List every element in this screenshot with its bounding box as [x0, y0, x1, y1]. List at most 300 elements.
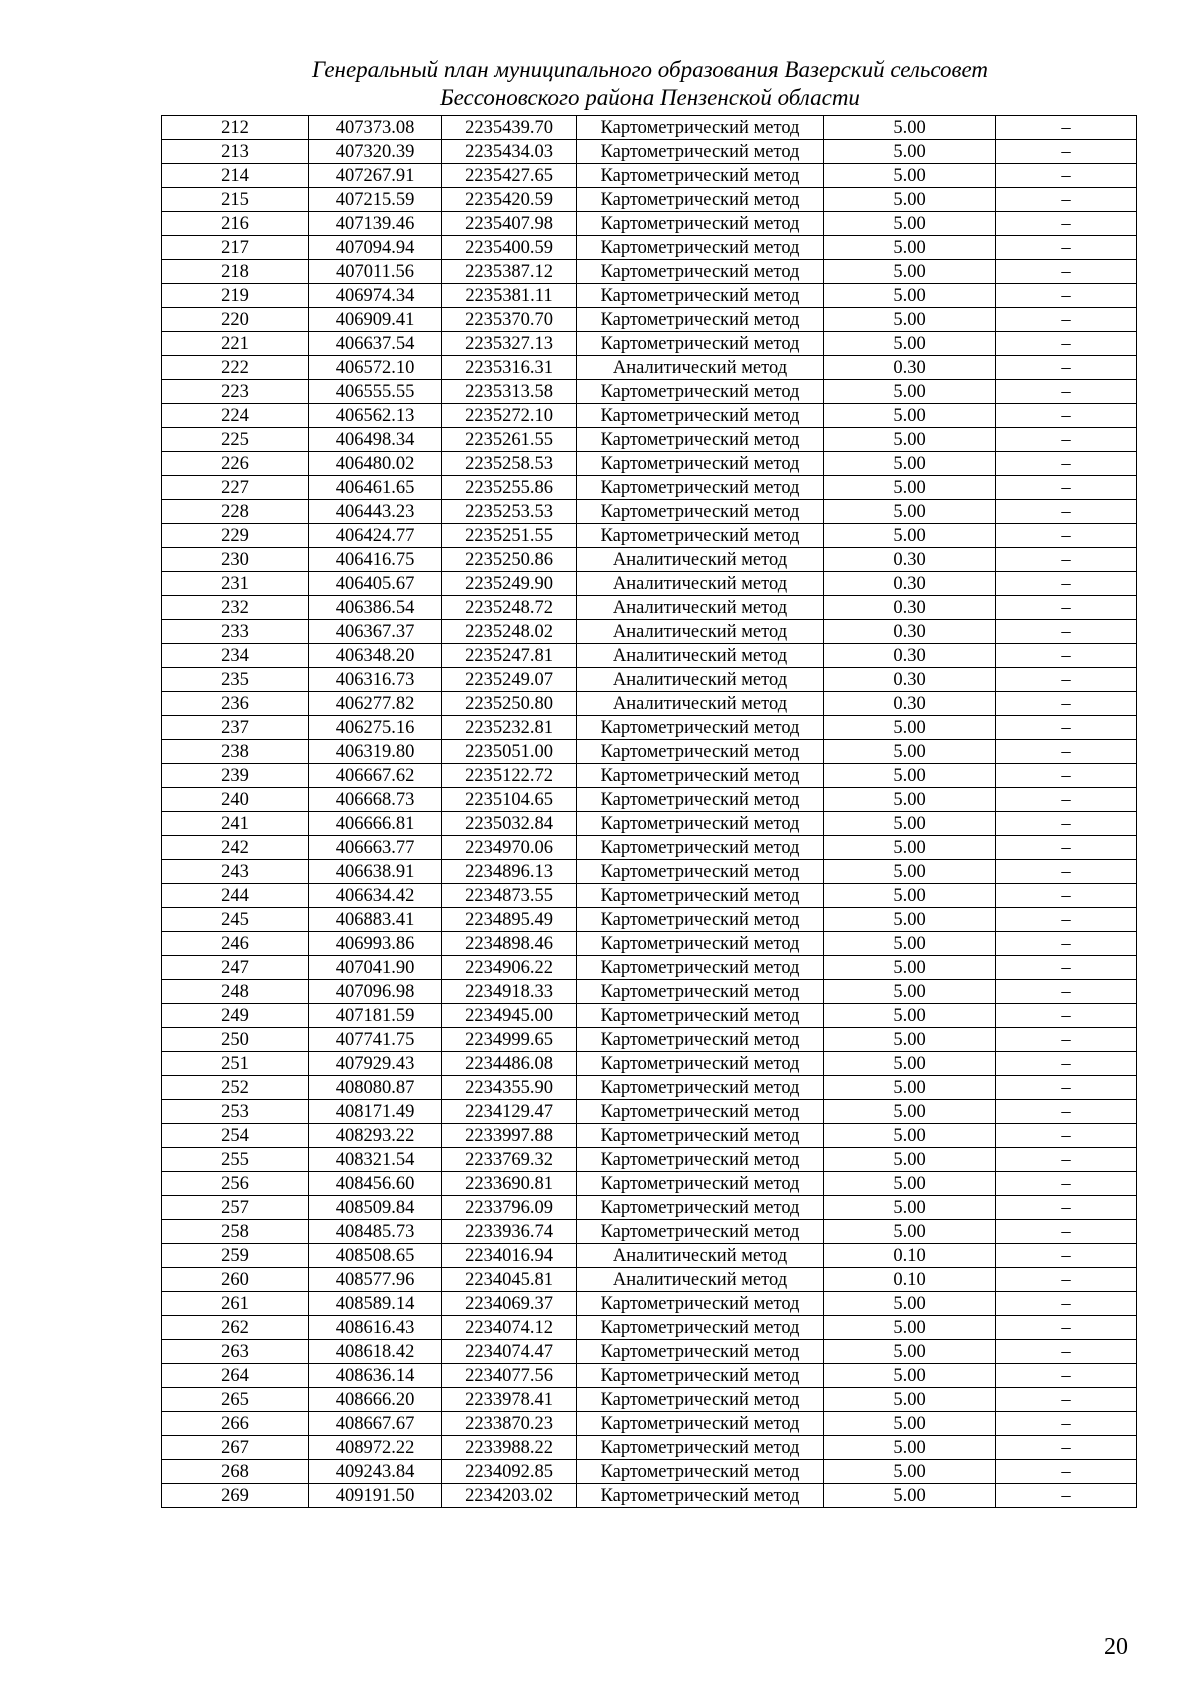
accuracy-cell: 5.00: [824, 1316, 996, 1340]
method-cell: Картометрический метод: [577, 788, 824, 812]
accuracy-cell: 5.00: [824, 1484, 996, 1508]
x-coordinate-cell: 406638.91: [309, 860, 442, 884]
y-coordinate-cell: 2235248.02: [442, 620, 577, 644]
method-cell: Картометрический метод: [577, 284, 824, 308]
description-cell: –: [996, 452, 1137, 476]
description-cell: –: [996, 476, 1137, 500]
description-cell: –: [996, 164, 1137, 188]
x-coordinate-cell: 406668.73: [309, 788, 442, 812]
y-coordinate-cell: 2235032.84: [442, 812, 577, 836]
point-number-cell: 214: [162, 164, 309, 188]
method-cell: Аналитический метод: [577, 692, 824, 716]
point-number-cell: 268: [162, 1460, 309, 1484]
y-coordinate-cell: 2235387.12: [442, 260, 577, 284]
point-number-cell: 224: [162, 404, 309, 428]
accuracy-cell: 5.00: [824, 500, 996, 524]
description-cell: –: [996, 788, 1137, 812]
method-cell: Картометрический метод: [577, 1388, 824, 1412]
method-cell: Картометрический метод: [577, 860, 824, 884]
description-cell: –: [996, 908, 1137, 932]
description-cell: –: [996, 1100, 1137, 1124]
accuracy-cell: 5.00: [824, 1340, 996, 1364]
x-coordinate-cell: 406386.54: [309, 596, 442, 620]
description-cell: –: [996, 1388, 1137, 1412]
y-coordinate-cell: 2234898.46: [442, 932, 577, 956]
description-cell: –: [996, 1268, 1137, 1292]
y-coordinate-cell: 2234918.33: [442, 980, 577, 1004]
table-row: [162, 1052, 1137, 1076]
table-row: [162, 164, 1137, 188]
y-coordinate-cell: 2235247.81: [442, 644, 577, 668]
point-number-cell: 238: [162, 740, 309, 764]
header-line-1: Генеральный план муниципального образования Вазерский сельсовет: [311, 57, 989, 82]
table-row: [162, 1004, 1137, 1028]
accuracy-cell: 0.30: [824, 692, 996, 716]
x-coordinate-cell: 406562.13: [309, 404, 442, 428]
method-cell: Картометрический метод: [577, 1052, 824, 1076]
accuracy-cell: 5.00: [824, 332, 996, 356]
x-coordinate-cell: 407139.46: [309, 212, 442, 236]
accuracy-cell: 5.00: [824, 524, 996, 548]
accuracy-cell: 5.00: [824, 404, 996, 428]
accuracy-cell: 0.10: [824, 1268, 996, 1292]
table-row: [162, 980, 1137, 1004]
table-row: [162, 860, 1137, 884]
x-coordinate-cell: 407094.94: [309, 236, 442, 260]
accuracy-cell: 5.00: [824, 980, 996, 1004]
point-number-cell: 222: [162, 356, 309, 380]
point-number-cell: 218: [162, 260, 309, 284]
method-cell: Картометрический метод: [577, 116, 824, 140]
method-cell: Картометрический метод: [577, 932, 824, 956]
y-coordinate-cell: 2233978.41: [442, 1388, 577, 1412]
accuracy-cell: 5.00: [824, 284, 996, 308]
description-cell: –: [996, 1316, 1137, 1340]
table-row: [162, 452, 1137, 476]
y-coordinate-cell: 2234355.90: [442, 1076, 577, 1100]
accuracy-cell: 5.00: [824, 1292, 996, 1316]
point-number-cell: 230: [162, 548, 309, 572]
point-number-cell: 246: [162, 932, 309, 956]
method-cell: Аналитический метод: [577, 1268, 824, 1292]
y-coordinate-cell: 2234945.00: [442, 1004, 577, 1028]
y-coordinate-cell: 2234896.13: [442, 860, 577, 884]
method-cell: Картометрический метод: [577, 980, 824, 1004]
description-cell: –: [996, 644, 1137, 668]
table-row: [162, 428, 1137, 452]
x-coordinate-cell: 406367.37: [309, 620, 442, 644]
table-row: [162, 740, 1137, 764]
description-cell: –: [996, 740, 1137, 764]
accuracy-cell: 5.00: [824, 260, 996, 284]
description-cell: –: [996, 932, 1137, 956]
header-line-2: Бессоновского района Пензенской области: [440, 85, 860, 110]
x-coordinate-cell: 406634.42: [309, 884, 442, 908]
description-cell: –: [996, 356, 1137, 380]
table-row: [162, 1340, 1137, 1364]
point-number-cell: 252: [162, 1076, 309, 1100]
point-number-cell: 260: [162, 1268, 309, 1292]
table-row: [162, 332, 1137, 356]
table-row: [162, 812, 1137, 836]
y-coordinate-cell: 2234074.47: [442, 1340, 577, 1364]
table-row: [162, 404, 1137, 428]
method-cell: Картометрический метод: [577, 908, 824, 932]
accuracy-cell: 5.00: [824, 812, 996, 836]
method-cell: Картометрический метод: [577, 188, 824, 212]
description-cell: –: [996, 692, 1137, 716]
point-number-cell: 215: [162, 188, 309, 212]
method-cell: Картометрический метод: [577, 380, 824, 404]
accuracy-cell: 5.00: [824, 308, 996, 332]
document-header: [160, 56, 1140, 112]
table-row: [162, 1484, 1137, 1508]
table-row: [162, 188, 1137, 212]
accuracy-cell: 0.30: [824, 644, 996, 668]
accuracy-cell: 5.00: [824, 1100, 996, 1124]
y-coordinate-cell: 2235407.98: [442, 212, 577, 236]
description-cell: –: [996, 380, 1137, 404]
table-row: [162, 356, 1137, 380]
accuracy-cell: 5.00: [824, 764, 996, 788]
description-cell: –: [996, 500, 1137, 524]
description-cell: –: [996, 236, 1137, 260]
table-row: [162, 884, 1137, 908]
y-coordinate-cell: 2235051.00: [442, 740, 577, 764]
description-cell: –: [996, 524, 1137, 548]
method-cell: Картометрический метод: [577, 1172, 824, 1196]
method-cell: Картометрический метод: [577, 740, 824, 764]
y-coordinate-cell: 2234203.02: [442, 1484, 577, 1508]
x-coordinate-cell: 407373.08: [309, 116, 442, 140]
point-number-cell: 217: [162, 236, 309, 260]
y-coordinate-cell: 2235400.59: [442, 236, 577, 260]
point-number-cell: 225: [162, 428, 309, 452]
y-coordinate-cell: 2235439.70: [442, 116, 577, 140]
point-number-cell: 261: [162, 1292, 309, 1316]
x-coordinate-cell: 407096.98: [309, 980, 442, 1004]
table-row: [162, 932, 1137, 956]
accuracy-cell: 0.30: [824, 356, 996, 380]
description-cell: –: [996, 956, 1137, 980]
point-number-cell: 269: [162, 1484, 309, 1508]
y-coordinate-cell: 2235420.59: [442, 188, 577, 212]
method-cell: Картометрический метод: [577, 476, 824, 500]
point-number-cell: 212: [162, 116, 309, 140]
x-coordinate-cell: 406424.77: [309, 524, 442, 548]
description-cell: –: [996, 1196, 1137, 1220]
y-coordinate-cell: 2235249.07: [442, 668, 577, 692]
description-cell: –: [996, 572, 1137, 596]
accuracy-cell: 5.00: [824, 956, 996, 980]
coordinates-table-body: [162, 116, 1137, 1508]
point-number-cell: 244: [162, 884, 309, 908]
point-number-cell: 226: [162, 452, 309, 476]
table-row: [162, 1292, 1137, 1316]
method-cell: Картометрический метод: [577, 260, 824, 284]
point-number-cell: 266: [162, 1412, 309, 1436]
y-coordinate-cell: 2234486.08: [442, 1052, 577, 1076]
x-coordinate-cell: 408616.43: [309, 1316, 442, 1340]
method-cell: Картометрический метод: [577, 452, 824, 476]
accuracy-cell: 5.00: [824, 1028, 996, 1052]
accuracy-cell: 0.30: [824, 620, 996, 644]
point-number-cell: 228: [162, 500, 309, 524]
x-coordinate-cell: 408508.65: [309, 1244, 442, 1268]
table-row: [162, 548, 1137, 572]
accuracy-cell: 0.30: [824, 572, 996, 596]
accuracy-cell: 5.00: [824, 1172, 996, 1196]
description-cell: –: [996, 1004, 1137, 1028]
accuracy-cell: 5.00: [824, 212, 996, 236]
y-coordinate-cell: 2235255.86: [442, 476, 577, 500]
y-coordinate-cell: 2235232.81: [442, 716, 577, 740]
description-cell: –: [996, 620, 1137, 644]
accuracy-cell: 5.00: [824, 788, 996, 812]
method-cell: Аналитический метод: [577, 572, 824, 596]
accuracy-cell: 5.00: [824, 884, 996, 908]
method-cell: Аналитический метод: [577, 596, 824, 620]
y-coordinate-cell: 2233997.88: [442, 1124, 577, 1148]
method-cell: Картометрический метод: [577, 404, 824, 428]
accuracy-cell: 5.00: [824, 932, 996, 956]
point-number-cell: 235: [162, 668, 309, 692]
table-row: [162, 956, 1137, 980]
x-coordinate-cell: 406666.81: [309, 812, 442, 836]
x-coordinate-cell: 408485.73: [309, 1220, 442, 1244]
table-row: [162, 1388, 1137, 1412]
accuracy-cell: 0.30: [824, 668, 996, 692]
table-row: [162, 1100, 1137, 1124]
y-coordinate-cell: 2233870.23: [442, 1412, 577, 1436]
point-number-cell: 236: [162, 692, 309, 716]
x-coordinate-cell: 408667.67: [309, 1412, 442, 1436]
description-cell: –: [996, 668, 1137, 692]
table-row: [162, 572, 1137, 596]
description-cell: –: [996, 212, 1137, 236]
method-cell: Картометрический метод: [577, 1292, 824, 1316]
point-number-cell: 219: [162, 284, 309, 308]
x-coordinate-cell: 407929.43: [309, 1052, 442, 1076]
method-cell: Картометрический метод: [577, 1028, 824, 1052]
description-cell: –: [996, 884, 1137, 908]
description-cell: –: [996, 1412, 1137, 1436]
table-row: [162, 1148, 1137, 1172]
method-cell: Картометрический метод: [577, 332, 824, 356]
y-coordinate-cell: 2235248.72: [442, 596, 577, 620]
point-number-cell: 229: [162, 524, 309, 548]
accuracy-cell: 5.00: [824, 236, 996, 260]
x-coordinate-cell: 408618.42: [309, 1340, 442, 1364]
point-number-cell: 258: [162, 1220, 309, 1244]
y-coordinate-cell: 2234069.37: [442, 1292, 577, 1316]
table-row: [162, 476, 1137, 500]
x-coordinate-cell: 406277.82: [309, 692, 442, 716]
method-cell: Картометрический метод: [577, 1124, 824, 1148]
accuracy-cell: 5.00: [824, 1436, 996, 1460]
coordinates-table: [161, 115, 1137, 1508]
method-cell: Картометрический метод: [577, 1076, 824, 1100]
y-coordinate-cell: 2235313.58: [442, 380, 577, 404]
y-coordinate-cell: 2233936.74: [442, 1220, 577, 1244]
description-cell: –: [996, 308, 1137, 332]
method-cell: Картометрический метод: [577, 308, 824, 332]
y-coordinate-cell: 2235381.11: [442, 284, 577, 308]
y-coordinate-cell: 2234970.06: [442, 836, 577, 860]
x-coordinate-cell: 406909.41: [309, 308, 442, 332]
table-row: [162, 1196, 1137, 1220]
table-row: [162, 1268, 1137, 1292]
description-cell: –: [996, 260, 1137, 284]
point-number-cell: 259: [162, 1244, 309, 1268]
table-row: [162, 236, 1137, 260]
y-coordinate-cell: 2233769.32: [442, 1148, 577, 1172]
x-coordinate-cell: 406993.86: [309, 932, 442, 956]
description-cell: –: [996, 1292, 1137, 1316]
x-coordinate-cell: 408509.84: [309, 1196, 442, 1220]
table-row: [162, 716, 1137, 740]
x-coordinate-cell: 406405.67: [309, 572, 442, 596]
method-cell: Картометрический метод: [577, 716, 824, 740]
y-coordinate-cell: 2235104.65: [442, 788, 577, 812]
table-row: [162, 1436, 1137, 1460]
accuracy-cell: 5.00: [824, 1412, 996, 1436]
point-number-cell: 251: [162, 1052, 309, 1076]
y-coordinate-cell: 2235122.72: [442, 764, 577, 788]
point-number-cell: 255: [162, 1148, 309, 1172]
y-coordinate-cell: 2233988.22: [442, 1436, 577, 1460]
y-coordinate-cell: 2235370.70: [442, 308, 577, 332]
point-number-cell: 264: [162, 1364, 309, 1388]
accuracy-cell: 5.00: [824, 164, 996, 188]
accuracy-cell: 5.00: [824, 428, 996, 452]
point-number-cell: 220: [162, 308, 309, 332]
y-coordinate-cell: 2234016.94: [442, 1244, 577, 1268]
table-row: [162, 1364, 1137, 1388]
method-cell: Картометрический метод: [577, 1148, 824, 1172]
description-cell: –: [996, 1220, 1137, 1244]
x-coordinate-cell: 407320.39: [309, 140, 442, 164]
description-cell: –: [996, 428, 1137, 452]
method-cell: Аналитический метод: [577, 644, 824, 668]
description-cell: –: [996, 836, 1137, 860]
x-coordinate-cell: 407215.59: [309, 188, 442, 212]
table-row: [162, 1244, 1137, 1268]
description-cell: –: [996, 332, 1137, 356]
method-cell: Картометрический метод: [577, 212, 824, 236]
description-cell: –: [996, 1460, 1137, 1484]
method-cell: Картометрический метод: [577, 428, 824, 452]
accuracy-cell: 5.00: [824, 1124, 996, 1148]
table-row: [162, 308, 1137, 332]
x-coordinate-cell: 406480.02: [309, 452, 442, 476]
point-number-cell: 232: [162, 596, 309, 620]
table-row: [162, 500, 1137, 524]
description-cell: –: [996, 1028, 1137, 1052]
method-cell: Картометрический метод: [577, 500, 824, 524]
accuracy-cell: 5.00: [824, 140, 996, 164]
x-coordinate-cell: 407181.59: [309, 1004, 442, 1028]
x-coordinate-cell: 408972.22: [309, 1436, 442, 1460]
point-number-cell: 262: [162, 1316, 309, 1340]
x-coordinate-cell: 408293.22: [309, 1124, 442, 1148]
method-cell: Аналитический метод: [577, 1244, 824, 1268]
description-cell: –: [996, 1052, 1137, 1076]
description-cell: –: [996, 1484, 1137, 1508]
accuracy-cell: 0.30: [824, 596, 996, 620]
method-cell: Картометрический метод: [577, 1316, 824, 1340]
x-coordinate-cell: 407041.90: [309, 956, 442, 980]
table-row: [162, 1076, 1137, 1100]
method-cell: Картометрический метод: [577, 1100, 824, 1124]
method-cell: Картометрический метод: [577, 812, 824, 836]
accuracy-cell: 5.00: [824, 380, 996, 404]
y-coordinate-cell: 2235249.90: [442, 572, 577, 596]
table-row: [162, 1412, 1137, 1436]
y-coordinate-cell: 2235272.10: [442, 404, 577, 428]
x-coordinate-cell: 408666.20: [309, 1388, 442, 1412]
description-cell: –: [996, 1172, 1137, 1196]
description-cell: –: [996, 1244, 1137, 1268]
table-row: [162, 1172, 1137, 1196]
accuracy-cell: 5.00: [824, 1364, 996, 1388]
y-coordinate-cell: 2234999.65: [442, 1028, 577, 1052]
method-cell: Картометрический метод: [577, 1364, 824, 1388]
accuracy-cell: 5.00: [824, 1052, 996, 1076]
accuracy-cell: 5.00: [824, 452, 996, 476]
table-row: [162, 1316, 1137, 1340]
x-coordinate-cell: 406416.75: [309, 548, 442, 572]
point-number-cell: 221: [162, 332, 309, 356]
point-number-cell: 253: [162, 1100, 309, 1124]
description-cell: –: [996, 284, 1137, 308]
accuracy-cell: 5.00: [824, 836, 996, 860]
x-coordinate-cell: 406498.34: [309, 428, 442, 452]
accuracy-cell: 5.00: [824, 188, 996, 212]
description-cell: –: [996, 1436, 1137, 1460]
x-coordinate-cell: 406316.73: [309, 668, 442, 692]
table-row: [162, 1220, 1137, 1244]
y-coordinate-cell: 2235250.86: [442, 548, 577, 572]
accuracy-cell: 5.00: [824, 716, 996, 740]
description-cell: –: [996, 1340, 1137, 1364]
description-cell: –: [996, 116, 1137, 140]
description-cell: –: [996, 1124, 1137, 1148]
y-coordinate-cell: 2235258.53: [442, 452, 577, 476]
x-coordinate-cell: 408456.60: [309, 1172, 442, 1196]
method-cell: Картометрический метод: [577, 1436, 824, 1460]
description-cell: –: [996, 980, 1137, 1004]
point-number-cell: 231: [162, 572, 309, 596]
method-cell: Картометрический метод: [577, 524, 824, 548]
description-cell: –: [996, 596, 1137, 620]
y-coordinate-cell: 2233796.09: [442, 1196, 577, 1220]
method-cell: Картометрический метод: [577, 1412, 824, 1436]
table-row: [162, 284, 1137, 308]
point-number-cell: 243: [162, 860, 309, 884]
y-coordinate-cell: 2235251.55: [442, 524, 577, 548]
table-row: [162, 836, 1137, 860]
accuracy-cell: 5.00: [824, 1004, 996, 1028]
method-cell: Картометрический метод: [577, 956, 824, 980]
x-coordinate-cell: 406667.62: [309, 764, 442, 788]
point-number-cell: 248: [162, 980, 309, 1004]
point-number-cell: 234: [162, 644, 309, 668]
y-coordinate-cell: 2233690.81: [442, 1172, 577, 1196]
x-coordinate-cell: 406275.16: [309, 716, 442, 740]
x-coordinate-cell: 408577.96: [309, 1268, 442, 1292]
y-coordinate-cell: 2234077.56: [442, 1364, 577, 1388]
